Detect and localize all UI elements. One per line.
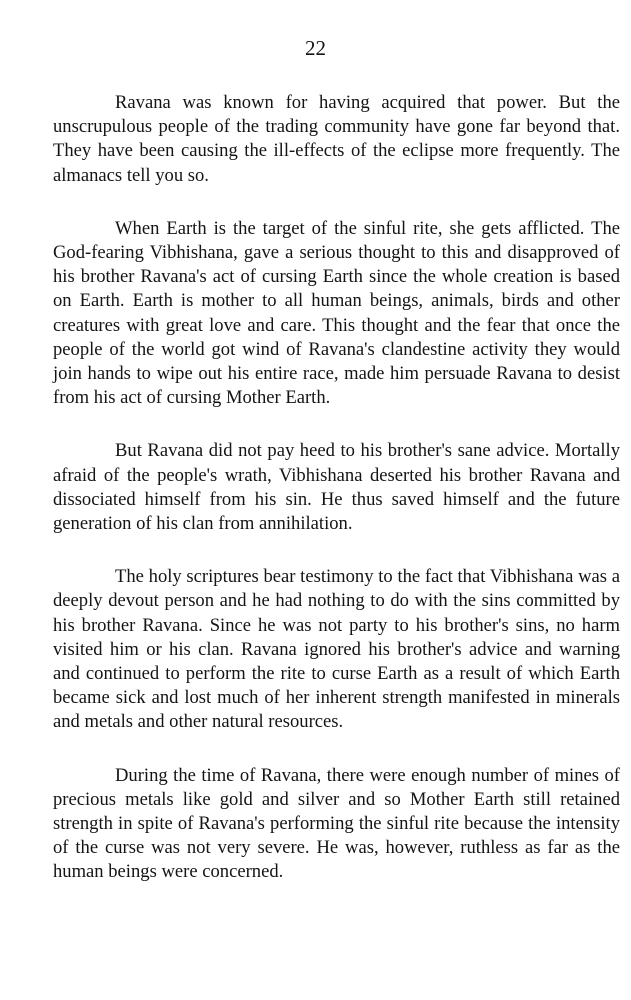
paragraph-3: But Ravana did not pay heed to his brother's sane advice. Mortally afraid of the people's wrath, Vibhishana deserted his brother Ravana and dissociated himself from his sin. He thus saved himself and the future generation of his clan from annihilation.	[53, 440, 620, 535]
paragraph-5: During the time of Ravana, there were enough number of mines of precious metals like gold and silver and so Mother Earth still retained strength in spite of Ravana's performing the sinful rite because the intensity of the curse was not very severe. He was, however, ruthless as far as the human beings were concerned.	[53, 764, 620, 883]
paragraph-1: Ravana was known for having acquired that power. But the unscrupulous people of the trading community have gone far beyond that. They have been causing the ill-effects of the eclipse more frequently. The almanacs tell you so.	[53, 92, 620, 186]
paragraph-2: When Earth is the target of the sinful rite, she gets afflicted. The God-fearing Vibhishana, gave a serious thought to this and disapproved of his brother Ravana's act of cursing Earth since the whole creation is based on Earth. Earth is mother to all human beings, animals, birds and other creatures with great love and care. This thought and the fear that once the people of the world got wind of Ravana's clandestine activity they would join hands to wipe out his entire race, made him persuade Ravana to desist from his act of cursing Mother Earth.	[53, 217, 620, 409]
page-number: 22	[305, 36, 326, 60]
body-text	[53, 91, 620, 885]
paragraph-4: The holy scriptures bear testimony to the fact that Vibhishana was a deeply devout person and he had nothing to do with the sins committed by his brother Ravana. Since he was not party to his brother's sins, no harm visited him or his clan. Ravana ignored his brother's advice and warning and continued to perform the rite to curse Earth as a result of which Earth became sick and lost much of her inherent strength manifested in minerals and metals and other natural resources.	[53, 566, 620, 733]
